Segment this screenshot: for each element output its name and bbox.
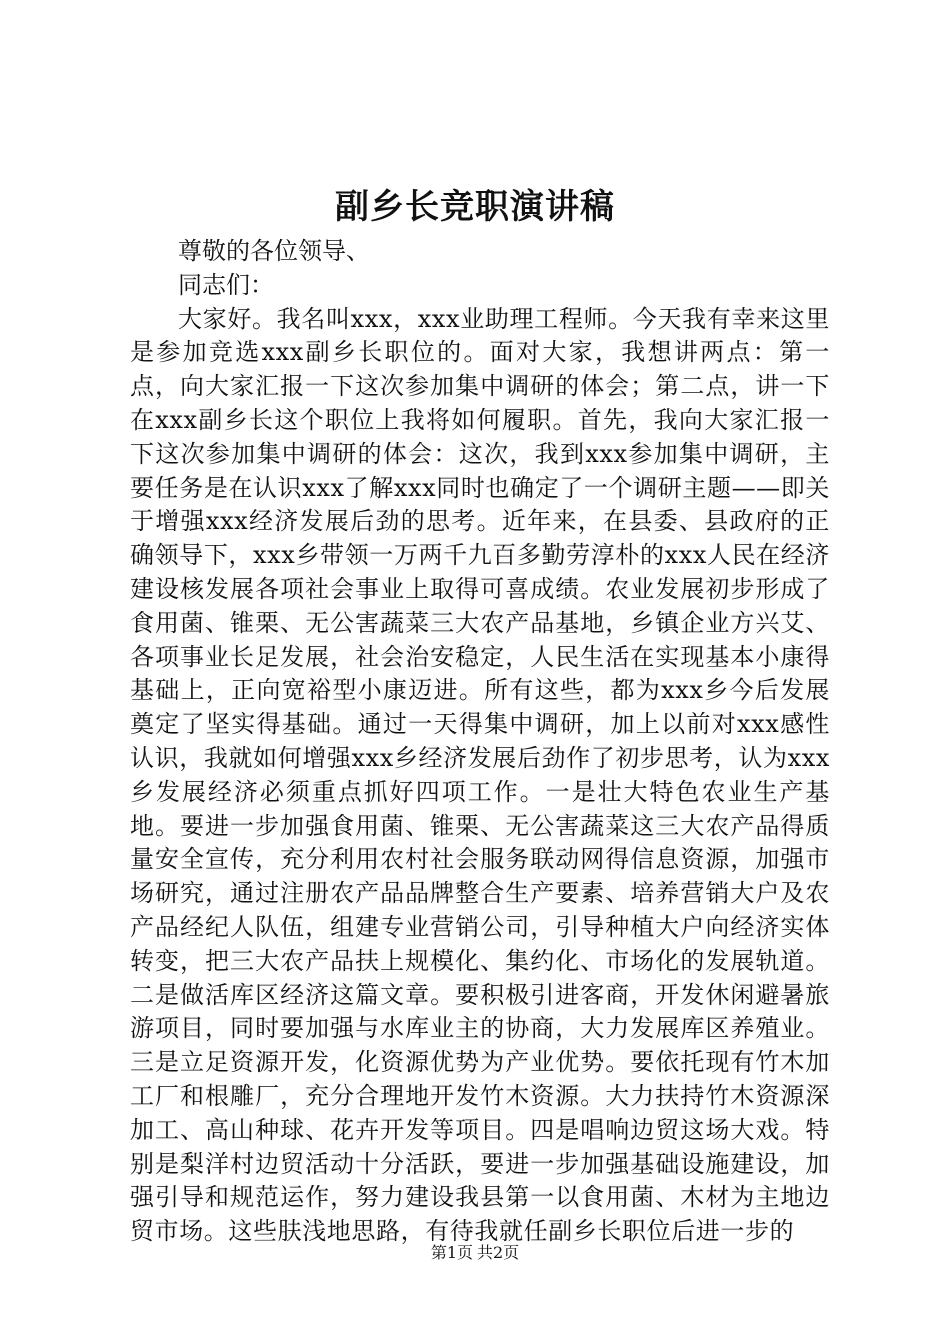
salutation-line-2: 同志们：	[178, 270, 274, 299]
page-footer	[0, 1242, 950, 1264]
document-title: 副乡长竞职演讲稿	[335, 187, 615, 227]
salutation-line-1: 尊敬的各位领导、	[178, 237, 370, 265]
document-body	[130, 235, 830, 1249]
page-number: 第1页	[430, 1243, 473, 1262]
speech-paragraph: 大家好。我名叫xxx，xxx业助理工程师。今天我有幸来这里是参加竞选xxx副乡长职位的。面对大家，我想讲两点：第一点，向大家汇报一下这次参加集中调研的体会；第二点，讲一下在xxx副乡长这个职位上我将如何履职。首先，我向大家汇报一下这次参加集中调研的体会：这次，我到xxx参加集中调研，主要任务是在认识xxx了解xxx同时也确定了一个调研主题——即关于增强xxx经济发展后劲的思考。近年来，在县委、县政府的正确领导下，xxx乡带领一万两千九百多勤劳淳朴的xxx人民在经济建设核发展各项社会事业上取得可喜成绩。农业发展初步形成了食用菌、锥栗、无公害蔬菜三大农产品基地，乡镇企业方兴艾、各项事业长足发展，社会治安稳定，人民生活在实现基本小康得基础上，正向宽裕型小康迈进。所有这些，都为xxx乡今后发展奠定了坚实得基础。通过一天得集中调研，加上以前对xxx感性认识，我就如何增强xxx乡经济发展后劲作了初步思考，认为xxx乡发展经济必须重点抓好四项工作。一是壮大特色农业生产基地。要进一步加强食用菌、锥栗、无公害蔬菜这三大农产品得质量安全宣传，充分利用农村社会服务联动网得信息资源，加强市场研究，通过注册农产品品牌整合生产要素、培养营销大户及农产品经纪人队伍，组建专业营销公司，引导种植大户向经济实体转变，把三大农产品扶上规模化、集约化、市场化的发展轨道。二是做活库区经济这篇文章。要积极引进客商，开发休闲避暑旅游项目，同时要加强与水库业主的协商，大力发展库区养殖业。三是立足资源开发，化资源优势为产业优势。要依托现有竹木加工厂和根雕厂，充分合理地开发竹木资源。大力扶持竹木资源深加工、高山种球、花卉开发等项目。四是唱响边贸这场大戏。特别是梨洋村边贸活动十分活跃，要进一步加强基础设施建设，加强引导和规范运作，努力建设我县第一以食用菌、木材为主地边贸市场。这些肤浅地思路，有待我就任副乡长职位后进一步的	[130, 304, 830, 1246]
page-total: 共2页	[477, 1243, 520, 1262]
